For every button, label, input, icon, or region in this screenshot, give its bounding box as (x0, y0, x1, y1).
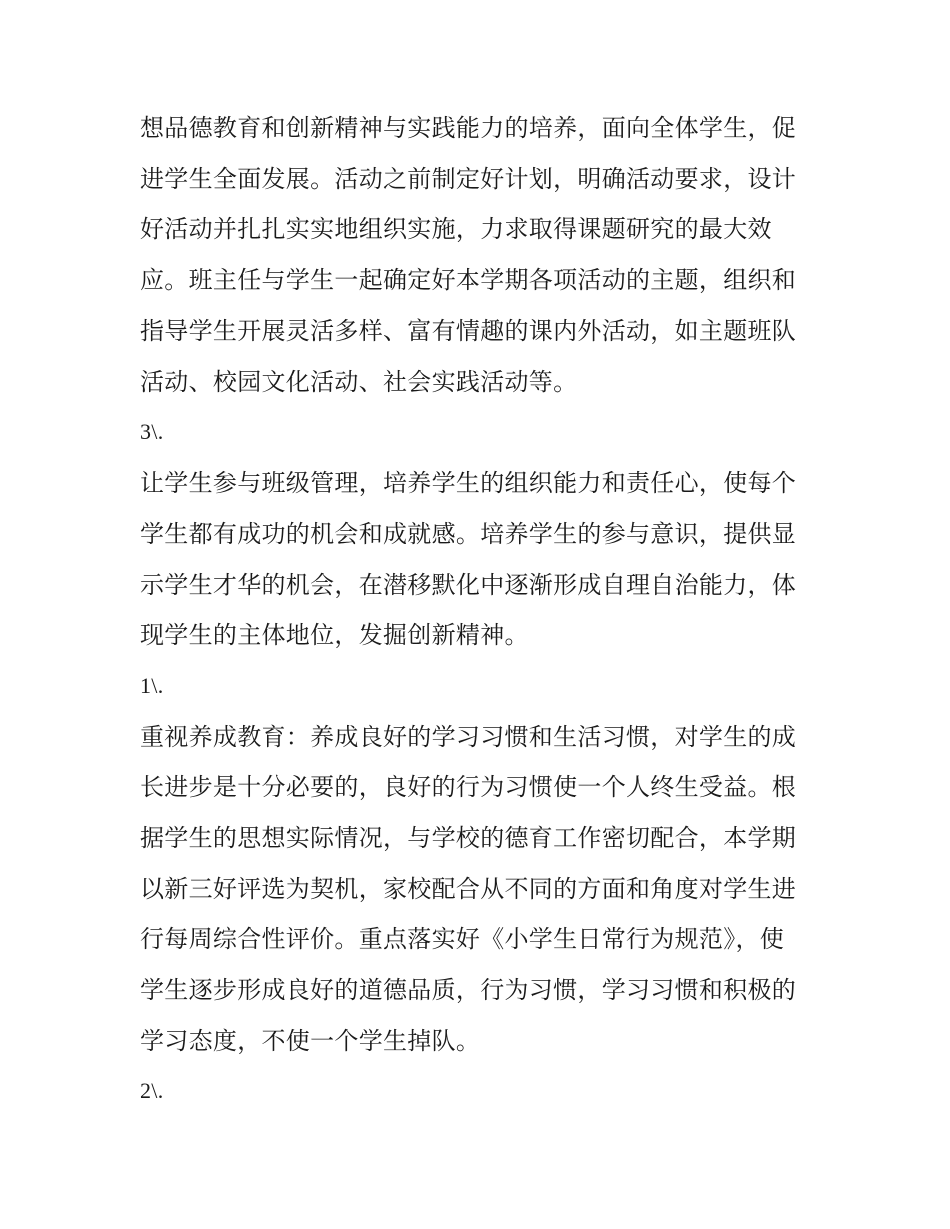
text-line: 以新三好评选为契机，家校配合从不同的方面和角度对学生进 (140, 875, 797, 903)
text-line: 学习态度，不使一个学生掉队。 (140, 1027, 481, 1055)
section-number: 3\. (140, 419, 164, 444)
text-line: 现学生的主体地位，发掘创新精神。 (140, 621, 529, 649)
text-line: 好活动并扎扎实实地组织实施，力求取得课题研究的最大效 (140, 215, 772, 243)
text-line: 应。班主任与学生一起确定好本学期各项活动的主题，组织和 (140, 266, 797, 294)
text-line: 行每周综合性评价。重点落实好《小学生日常行为规范》，使 (140, 925, 785, 953)
text-line: 据学生的思想实际情况，与学校的德育工作密切配合，本学期 (140, 824, 797, 852)
section-number: 2\. (140, 1078, 164, 1103)
section-number: 1\. (140, 673, 164, 698)
text-line: 重视养成教育：养成良好的学习习惯和生活习惯，对学生的成 (140, 723, 797, 751)
text-line: 让学生参与班级管理，培养学生的组织能力和责任心，使每个 (140, 469, 797, 497)
text-line: 学生逐步形成良好的道德品质，行为习惯，学习习惯和积极的 (140, 976, 797, 1004)
text-line: 想品德教育和创新精神与实践能力的培养，面向全体学生，促 (140, 114, 797, 142)
text-line: 长进步是十分必要的，良好的行为习惯使一个人终生受益。根 (140, 773, 797, 801)
text-line: 进学生全面发展。活动之前制定好计划，明确活动要求，设计 (140, 165, 797, 193)
text-line: 学生都有成功的机会和成就感。培养学生的参与意识，提供显 (140, 520, 797, 548)
text-line: 活动、校园文化活动、社会实践活动等。 (140, 368, 578, 396)
text-line: 示学生才华的机会，在潜移默化中逐渐形成自理自治能力，体 (140, 571, 797, 599)
text-line: 指导学生开展灵活多样、富有情趣的课内外活动，如主题班队 (140, 317, 797, 345)
